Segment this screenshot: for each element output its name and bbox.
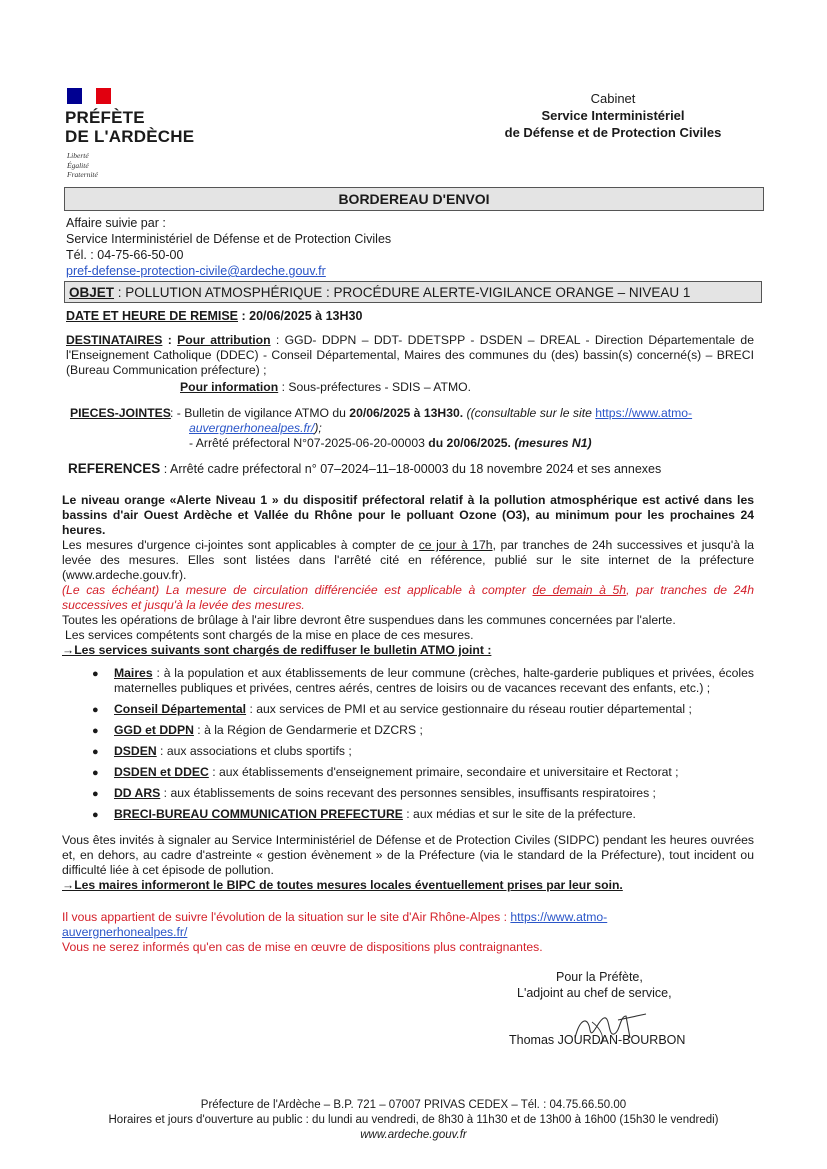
service-text: : à la Région de Gendarmerie et DZCRS ; (193, 723, 423, 737)
piece2-date: du 20/06/2025. (428, 436, 511, 450)
information-line (180, 380, 471, 395)
mesures-start: ce jour à 17h (418, 538, 493, 552)
atmo-link-2a[interactable]: https://www.atmo- (510, 910, 608, 924)
brulage-paragraph: Toutes les opérations de brûlage à l'air libre devront être suspendues dans les communes concernées par l'alerte. (62, 613, 676, 627)
information-label: Pour information (180, 380, 279, 394)
services-list (92, 666, 754, 822)
atmo-link-2b[interactable]: auvergnerhonealpes.fr/ (62, 925, 188, 939)
bullet-icon: ● (92, 668, 99, 680)
objet-text: : POLLUTION ATMOSPHÉRIQUE : PROCÉDURE ALERTE-VIGILANCE ORANGE – NIVEAU 1 (114, 285, 691, 300)
circulation-text-b: , par tranches de 24h successives et jusqu'à la levée des mesures. (62, 583, 754, 612)
piece2-mesures: (mesures N1) (510, 436, 592, 450)
affaire-tel: Tél. : 04-75-66-50-00 (66, 248, 184, 262)
circulation-paragraph (62, 583, 754, 613)
atmo-link-1b[interactable]: auvergnerhonealpes.fr/ (189, 421, 315, 435)
footer-website[interactable]: www.ardeche.gouv.fr (360, 1129, 467, 1141)
service-name: Maires (114, 666, 153, 680)
bullet-icon: ● (92, 767, 99, 779)
pieces-jointes-line1b (189, 421, 322, 436)
issuing-service (483, 90, 743, 141)
attribution-label: Pour attribution (177, 333, 271, 347)
logo-line-2: DE L'ARDÈCHE (65, 127, 195, 146)
service-name: Conseil Départemental (114, 702, 247, 716)
circulation-start: de demain à 5h (532, 583, 627, 597)
signature-line-1: Pour la Préfète, (556, 970, 643, 984)
service-text: : à la population et aux établissements de leur commune (crèches, halte-garderie publiques et privées, écoles maternelles publiques et privées, centres aérés, centres de loisirs ou de vacances recevant des enfants, etc.) ; (114, 666, 754, 695)
list-item (92, 666, 754, 696)
main-body (62, 493, 754, 658)
references-text: : Arrêté cadre préfectoral n° 07–2024–11–18-00003 du 18 novembre 2024 et ses annexes (160, 462, 662, 476)
pieces-jointes-line1 (170, 406, 756, 421)
date-remise-value: : 20/06/2025 à 13H30 (238, 309, 363, 323)
bullet-icon: ● (92, 746, 99, 758)
destinataires-block: DESTINATAIRES : Pour attribution : GGD- DDPN – DDT- DDETSPP - DSDEN – DREAL - Direction Départementale de l'Enseignement Catholique (DDEC) - Conseil Départemental, Maires des communes du (des) bassin(s) concerné(s) – BRECI (Bureau Communication préfecture) ; (66, 333, 754, 377)
mesures-paragraph (62, 538, 754, 583)
service-text: : aux établissements de soins recevant des personnes sensibles, insuffisants respiratoires ; (160, 786, 656, 800)
affaire-service: Service Interministériel de Défense et de Protection Civiles (66, 232, 392, 246)
service-line-1: Service Interministériel (541, 108, 685, 123)
affaire-block (66, 215, 391, 279)
piece1-text: : - Bulletin de vigilance ATMO du (170, 406, 350, 420)
service-text: : aux médias et sur le site de la préfecture. (402, 807, 636, 821)
pieces-jointes-line2 (189, 436, 592, 451)
bullet-icon: ● (92, 788, 99, 800)
pieces-jointes-label-wrap (70, 406, 171, 421)
motto-egalite: Égalité (67, 160, 89, 170)
list-item (92, 723, 754, 738)
attribution-text: : GGD- DDPN – DDT- DDETSPP - DSDEN – DREAL - Direction Départementale de l'Enseignement Catholique (DDEC) - Conseil Départemental, Maires des communes du (des) bassin(s) concerné(s) – BRECI (Bureau Communication préfecture) ; (66, 333, 754, 377)
circulation-text-a: (Le cas échéant) La mesure de circulation différenciée est applicable à compter (62, 583, 533, 597)
service-text: : aux services de PMI et au service gestionnaire du réseau routier départemental ; (246, 702, 692, 716)
service-name: BRECI-BUREAU COMMUNICATION PREFECTURE (114, 807, 403, 821)
service-name: GGD et DDPN (114, 723, 194, 737)
bullet-icon: ● (92, 704, 99, 716)
piece2-text: - Arrêté préfectoral N°07-2025-06-20-00003 (189, 436, 429, 450)
date-remise (66, 309, 362, 324)
list-item (92, 786, 754, 801)
piece1-end: ); (314, 421, 322, 435)
maires-note: →Les maires informeront le BIPC de toutes mesures locales éventuellement prises par leur soin. (62, 878, 623, 892)
motto-liberte: Liberté (67, 151, 89, 160)
list-item (92, 702, 754, 717)
destinataires-label: DESTINATAIRES (66, 333, 163, 347)
service-name: DSDEN (114, 744, 157, 758)
closing-text-a: Il vous appartient de suivre l'évolution de la situation sur le site d'Air Rhône-Alpes : (62, 910, 511, 924)
references-label: REFERENCES (68, 461, 161, 476)
service-text: : aux associations et clubs sportifs ; (156, 744, 352, 758)
information-text: : Sous-préfectures - SDIS – ATMO. (278, 380, 471, 394)
piece1-consult: ((consultable sur le site (463, 406, 596, 420)
list-item (92, 807, 754, 822)
pieces-jointes-label: PIECES-JOINTES (70, 406, 171, 420)
republique-flag-logo (67, 88, 111, 104)
objet-label: OBJET (69, 285, 115, 300)
signatory-name: Thomas JOURDAN-BOURBON (509, 1033, 686, 1047)
closing-block (62, 910, 754, 955)
date-remise-label: DATE ET HEURE DE REMISE (66, 309, 239, 323)
list-item (92, 765, 754, 780)
alert-paragraph: Le niveau orange «Alerte Niveau 1 » du dispositif préfectoral relatif à la pollution atmosphérique est activé dans les bassins d'air Ouest Ardèche et Vallée du Rhône pour le polluant Ozone (O3), au minimum pour les prochaines 24 heures. (62, 493, 754, 537)
invite-paragraph: Vous êtes invités à signaler au Service Interministériel de Défense et de Protection Civiles (SIDPC) pendant les heures ouvrées et, en dehors, au cadre d'astreinte « gestion évènement » de la Préfecture (via le standard de la Préfecture), tout incident ou difficulté liée à cet épisode de pollution. (62, 833, 754, 877)
logo-line-1: PRÉFÈTE (65, 108, 145, 127)
piece1-date: 20/06/2025 à 13H30. (349, 406, 464, 420)
closing-text-b: Vous ne serez informés qu'en cas de mise en œuvre de dispositions plus contraignantes. (62, 940, 543, 954)
contact-email-link[interactable]: pref-defense-protection-civile@ardeche.gouv.fr (66, 264, 326, 278)
service-text: : aux établissements d'enseignement primaire, secondaire et universitaire et Rectorat ; (208, 765, 679, 779)
motto-fraternite: Fraternité (67, 170, 98, 179)
prefecture-logo-name (65, 108, 194, 146)
list-item (92, 744, 754, 759)
bullet-icon: ● (92, 809, 99, 821)
atmo-link-1a[interactable]: https://www.atmo- (595, 406, 693, 420)
signature-line-2: L'adjoint au chef de service, (517, 986, 672, 1000)
service-line-2: de Défense et de Protection Civiles (504, 125, 722, 140)
service-name: DD ARS (114, 786, 161, 800)
references (68, 461, 661, 477)
services-competents-paragraph: Les services compétents sont chargés de la mise en place de ces mesures. (65, 628, 474, 642)
footer-address: Préfecture de l'Ardèche – B.P. 721 – 07007 PRIVAS CEDEX – Tél. : 04.75.66.50.00 (200, 1099, 627, 1111)
mesures-text-a: Les mesures d'urgence ci-jointes sont applicables à compter de (62, 538, 419, 552)
mesures-text-b: , par tranches de 24h successives et jusqu'à la levée des mesures. Elles sont listées dans l'arrêté cité en référence, publié sur le site internet de la préfecture (www.ardeche.gouv.fr). (62, 538, 754, 582)
objet-box (64, 281, 762, 303)
cabinet-label: Cabinet (590, 91, 636, 106)
republic-motto (67, 151, 98, 180)
relay-heading: →Les services suivants sont chargés de rediffuser le bulletin ATMO joint : (62, 643, 492, 657)
affaire-label: Affaire suivie par : (66, 216, 166, 230)
service-name: DSDEN et DDEC (114, 765, 209, 779)
bullet-icon: ● (92, 725, 99, 737)
footer-hours: Horaires et jours d'ouverture au public : du lundi au vendredi, de 8h30 à 11h30 et de 13h00 à 16h00 (15h30 le vendredi) (108, 1114, 719, 1126)
document-title: BORDEREAU D'ENVOI (64, 187, 764, 211)
invite-block (62, 833, 754, 893)
